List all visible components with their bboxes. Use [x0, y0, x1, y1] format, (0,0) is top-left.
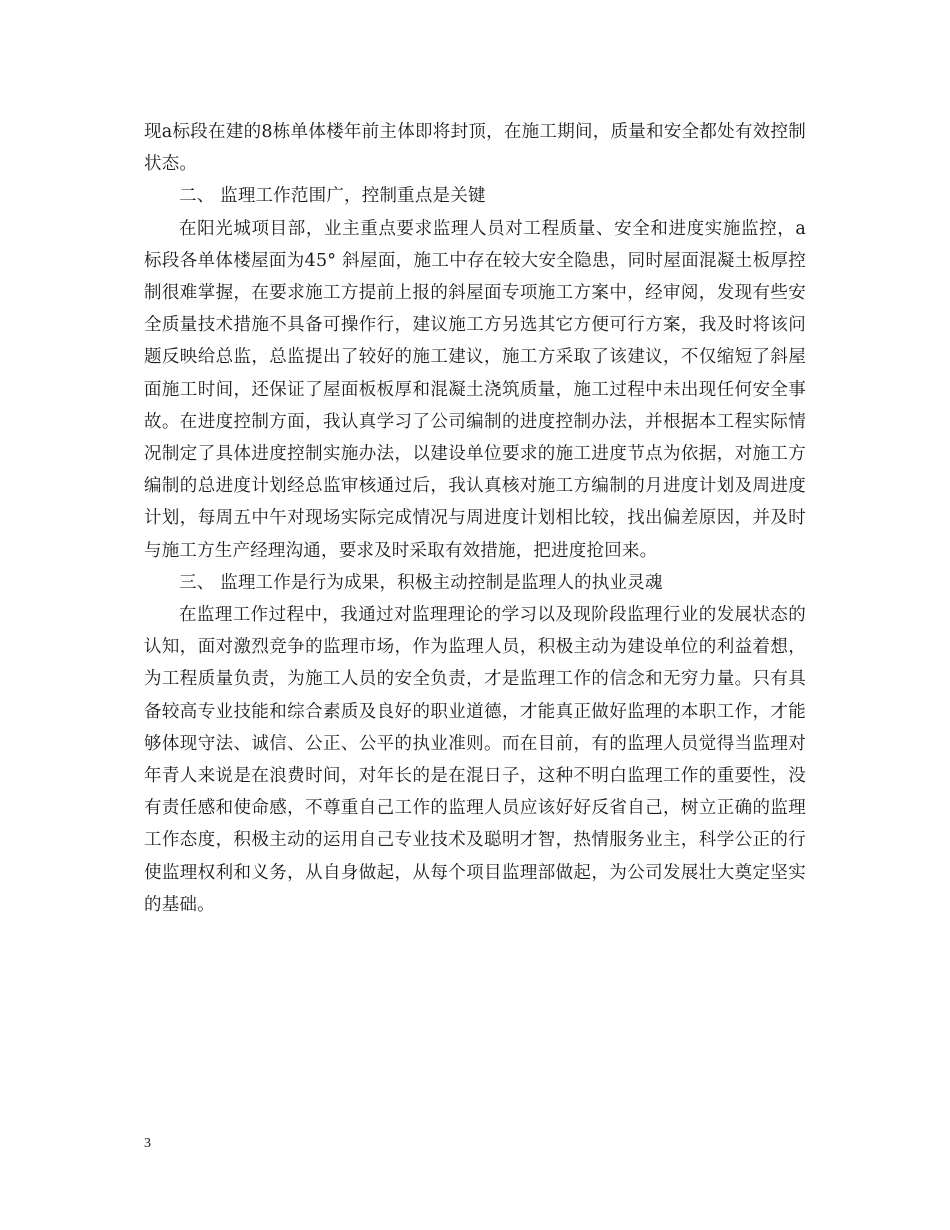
section-heading-2: 二、 监理工作范围广，控制重点是关键 — [179, 186, 486, 207]
paragraph-continuation: 现a标段在建的8栋单体楼年前主体即将封顶，在施工期间，质量和安全都处有效控制状态。 — [144, 122, 806, 175]
section-heading-3: 三、 监理工作是行为成果，积极主动控制是监理人的执业灵魂 — [179, 572, 663, 593]
page-number: 3 — [144, 1136, 151, 1151]
paragraph-proactive-supervision: 在监理工作过程中，我通过对监理理论的学习以及现阶段监理行业的发展状态的认知，面对激烈竞争的监理市场，作为监理人员，积极主动为建设单位的利益着想，为工程质量负责，为施工人员的安全负责，才是监理工作的信念和无穷力量。只有具备较高专业技能和综合素质及良好的职业道德，才能真正做好监理的本职工作，才能够体现守法、诚信、公正、公平的执业准则。而在目前，有的监理人员觉得当监理对年青人来说是在浪费时间，对年长的是在混日子，这种不明白监理工作的重要性，没有责任感和使命感，不尊重自己工作的监理人员应该好好反省自己，树立正确的监理工作态度，积极主动的运用自己专业技术及聪明才智，热情服务业主，科学公正的行使监理权利和义务，从自身做起，从每个项目监理部做起，为公司发展壮大奠定坚实的基础。 — [144, 605, 806, 915]
document-body — [144, 116, 806, 921]
paragraph-project-control: 在阳光城项目部，业主重点要求监理人员对工程质量、安全和进度实施监控，a标段各单体楼屋面为45° 斜屋面，施工中存在较大安全隐患，同时屋面混凝土板厚控制很难掌握，在要求施工方提前上报的斜屋面专项施工方案中，经审阅，发现有些安全质量技术措施不具备可操作行，建议施工方另选其它方便可行方案，我及时将该问题反映给总监，总监提出了较好的施工建议，施工方采取了该建议，不仅缩短了斜屋面施工时间，还保证了屋面板板厚和混凝土浇筑质量，施工过程中未出现任何安全事故。在进度控制方面，我认真学习了公司编制的进度控制办法，并根据本工程实际情况制定了具体进度控制实施办法，以建设单位要求的施工进度节点为依据，对施工方编制的总进度计划经总监审核通过后，我认真核对施工方编制的月进度计划及周进度计划，每周五中午对现场实际完成情况与周进度计划相比较，找出偏差原因，并及时与施工方生产经理沟通，要求及时采取有效措施，把进度抢回来。 — [144, 218, 806, 561]
